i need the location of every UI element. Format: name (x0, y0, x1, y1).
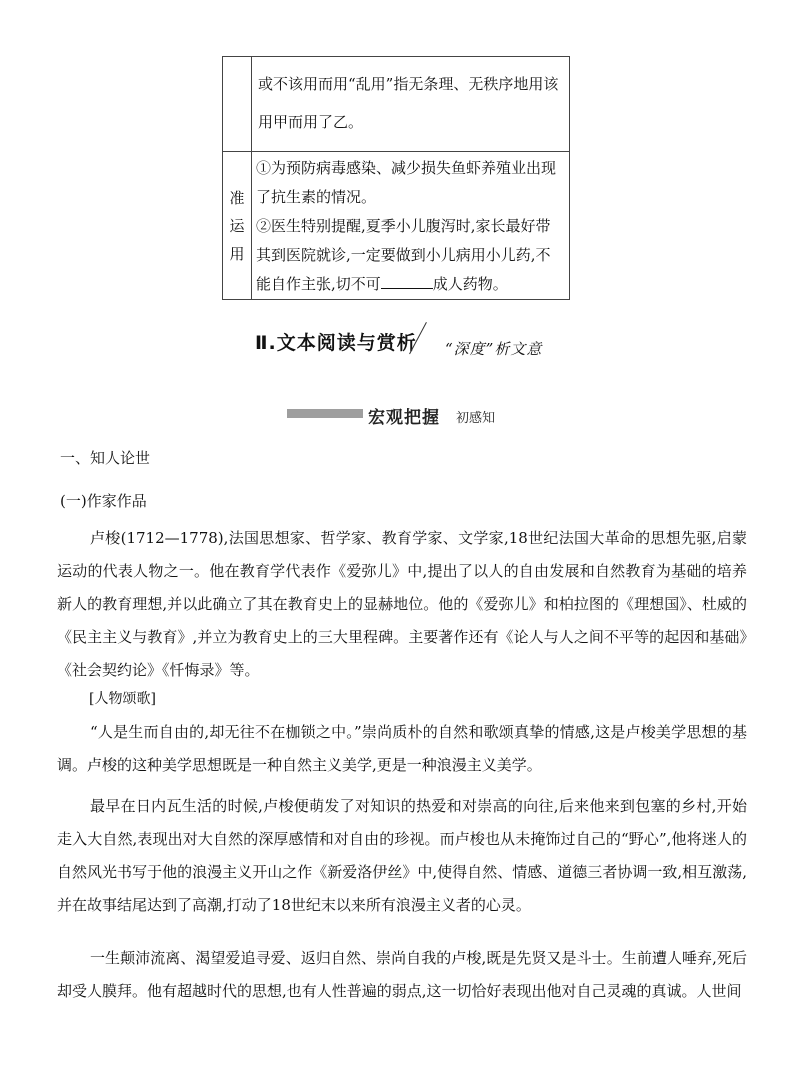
heading-2: (一)作家作品 (60, 492, 147, 510)
section-title: Ⅱ.文本阅读与赏析 (255, 332, 417, 354)
row2-label-char: 用 (229, 244, 245, 263)
row2-label-cell (223, 152, 252, 300)
word-usage-table (222, 56, 570, 300)
row2-label-char: 准 (229, 188, 245, 207)
fill-blank[interactable] (381, 274, 433, 289)
row2-content (252, 152, 570, 300)
heading-1: 一、知人论世 (60, 449, 151, 467)
banner-main: 宏观把握 (368, 408, 440, 428)
row2-item2-part2: 成人药物。 (432, 275, 508, 293)
section-tag: [人物颂歌] (89, 691, 156, 707)
banner-sub: 初感知 (456, 411, 496, 426)
row2-label-char: 运 (229, 216, 245, 235)
paragraph-3: 最早在日内瓦生活的时候,卢梭便萌发了对知识的热爱和对崇高的向往,后来他来到包塞的乡村,开始走入大自然,表现出对大自然的深厚感情和对自由的珍视。而卢梭也从未掩饰过自己的“野心”,他将迷人的自然风光书写于他的浪漫主义开山之作《新爱洛伊丝》中,使得自然、情感、道德三者协调一致,相互激荡,并在故事结尾达到了高潮,打动了18世纪末以来所有浪漫主义者的心灵。 (57, 797, 747, 914)
row2-item1: ①为预防病毒感染、减少损失鱼虾养殖业出现了抗生素的情况。 (256, 159, 557, 206)
row1-text: 或不该用而用“乱用”指无条理、无秩序地用该用甲而用了乙。 (252, 57, 570, 152)
row2-item2 (256, 212, 565, 299)
paragraph-4: 一生颠沛流离、渴望爱追寻爱、返归自然、崇尚自我的卢梭,既是先贤又是斗士。生前遭人唾弃,死后却受人膜拜。他有超越时代的思想,也有人性普遍的弱点,这一切恰好表现出他对自己灵魂的真诚。人世间 (57, 949, 747, 1000)
paragraph-1: 卢梭(1712—1778),法国思想家、哲学家、教育学家、文学家,18世纪法国大革命的思想先驱,启蒙运动的代表人物之一。他在教育学代表作《爱弥儿》中,提出了以人的自由发展和自然教育为基础的培养新人的教育理想,并以此确立了其在教育史上的显赫地位。他的《爱弥儿》和柏拉图的《理想国》、杜威的《民主主义与教育》,并立为教育史上的三大里程碑。主要著作还有《论人与人之间不平等的起因和基础》《社会契约论》《忏悔录》等。 (57, 529, 747, 679)
banner-bar (287, 409, 363, 418)
section-subtitle: “深度”析文意 (445, 340, 543, 358)
row2-item2-part1: ②医生特别提醒,夏季小儿腹泻时,家长最好带其到医院就诊,一定要做到小儿病用小儿药,不能自作主张,切不可 (256, 217, 551, 293)
row1-label-cell (223, 57, 252, 152)
paragraph-2: “人是生而自由的,却无往不在枷锁之中。”崇尚质朴的自然和歌颂真挚的情感,这是卢梭美学思想的基调。卢梭的这种美学思想既是一种自然主义美学,更是一种浪漫主义美学。 (57, 723, 747, 774)
